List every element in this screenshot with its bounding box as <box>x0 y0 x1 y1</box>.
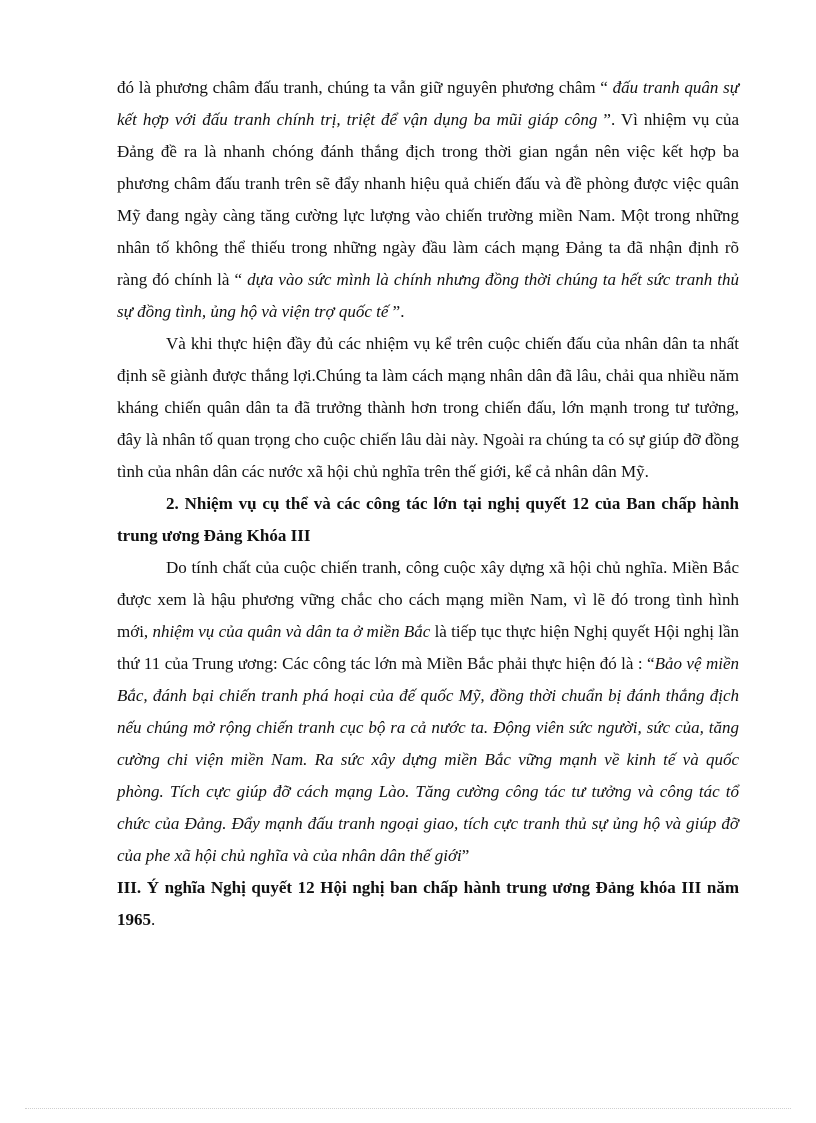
p1-text-1: đó là phương châm đấu tranh, chúng ta vẫn giữ nguyên phương châm “ <box>117 78 613 97</box>
paragraph-2: Và khi thực hiện đầy đủ các nhiệm vụ kể trên cuộc chiến đấu của nhân dân ta nhất định sẽ giành được thắng lợi.Chúng ta làm cách mạng nhân dân đã lâu, chải qua nhiều năm kháng chiến quân dân ta đã trưởng thành hơn trong chiến đấu, lớn mạnh trong tư tưởng, đây là nhân tố quan trọng cho cuộc chiến lâu dài này. Ngoài ra chúng ta có sự giúp đỡ đồng tình của nhân dân các nước xã hội chủ nghĩa trên thế giới, kể cả nhân dân Mỹ. <box>117 334 739 481</box>
p1-text-2: ”. Vì nhiệm vụ của Đảng đề ra là nhanh chóng đánh thắng địch trong thời gian ngắn nên việc kết hợp ba phương châm đấu tranh trên sẽ đẩy nhanh hiệu quả chiến đấu và đề phòng được việc quân Mỹ đang ngày càng tăng cường lực lượng vào chiến trường miền Nam. Một trong những nhân tố không thể thiếu trong những ngày đầu làm cách mạng Đảng ta đã nhận định rõ ràng đó chính là “ <box>117 110 739 289</box>
p3-emphasis-1: nhiệm vụ của quân và dân ta ở miền Bắc <box>152 622 431 641</box>
p3-text-2: là tiếp tục thực hiện Nghị quyết Hội nghị lần thứ 11 của Trung ương: Các công tác lớn mà Miền Bắc phải thực hiện đó là : “ <box>117 622 739 673</box>
p3-text-3: ” <box>461 846 470 865</box>
p1-quote-2: dựa vào sức mình là chính nhưng đồng thời chúng ta hết sức tranh thủ sự đồng tình, ủng hộ và viện trợ quốc tế <box>117 270 739 321</box>
paragraph-1 <box>117 72 739 328</box>
paragraph-3 <box>117 552 739 872</box>
p1-text-3: ”. <box>388 302 405 321</box>
page-bottom-divider <box>25 1108 791 1109</box>
p3-text-1: Do tính chất của cuộc chiến tranh, công cuộc xây dựng xã hội chủ nghĩa. Miền Bắc được xem là hậu phương vững chắc cho cách mạng miền Nam, vì lẽ đó trong tình hình mới, <box>117 558 739 641</box>
p1-quote-1: đấu tranh quân sự kết hợp với đấu tranh chính trị, triệt để vận dụng ba mũi giáp công <box>117 78 739 129</box>
section-3-title: III. Ý nghĩa Nghị quyết 12 Hội nghị ban chấp hành trung ương Đảng khóa III năm 1965 <box>117 878 739 929</box>
section-3-period: . <box>151 910 156 929</box>
section-heading-3 <box>117 872 739 936</box>
section-heading-2: 2. Nhiệm vụ cụ thể và các công tác lớn tại nghị quyết 12 của Ban chấp hành trung ương Đảng Khóa III <box>117 494 739 545</box>
p3-quote: Bảo vệ miền Bắc, đánh bại chiến tranh phá hoại của đế quốc Mỹ, đồng thời chuẩn bị đánh thắng địch nếu chúng mở rộng chiến tranh cục bộ ra cả nước ta. Động viên sức người, sức của, tăng cường chi viện miền Nam. Ra sức xây dựng miền Bắc vững mạnh về kinh tế và quốc phòng. Tích cực giúp đỡ cách mạng Lào. Tăng cường công tác tư tưởng và công tác tổ chức của Đảng. Đẩy mạnh đấu tranh ngoại giao, tích cực tranh thủ sự ủng hộ và giúp đỡ của phe xã hội chủ nghĩa và của nhân dân thế giới <box>117 654 740 865</box>
document-page <box>117 72 739 936</box>
